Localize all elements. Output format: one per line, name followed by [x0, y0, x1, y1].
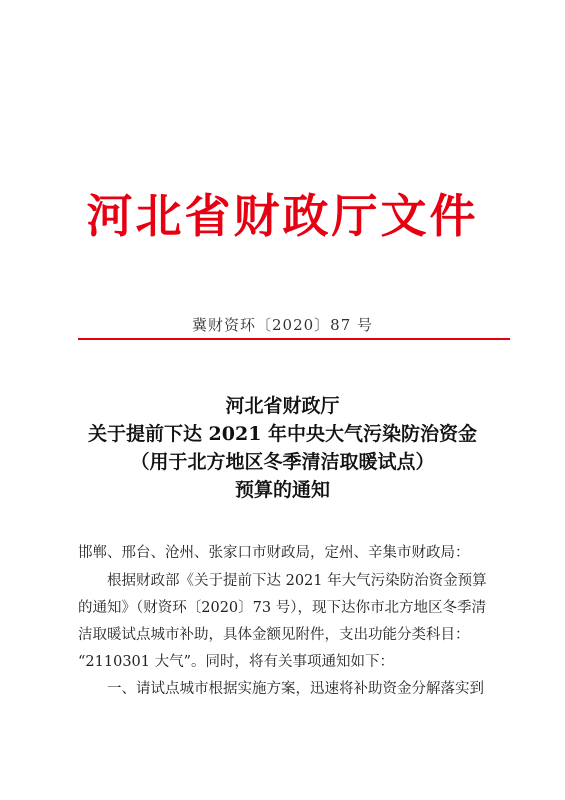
document-number: 冀财资环〔2020〕87 号 — [191, 316, 374, 334]
title-line-purpose: （用于北方地区冬季清洁取暖试点） — [130, 451, 435, 473]
body-line: 的通知》（财资环〔2020〕73 号），现下达你市北方地区冬季清 — [78, 600, 486, 616]
body-line: 根据财政部《关于提前下达 2021 年大气污染防治资金预算 — [107, 573, 487, 589]
title-line-subject: 关于提前下达 2021 年中央大气污染防治资金 — [87, 423, 478, 445]
title-line-agency: 河北省财政厅 — [225, 395, 340, 417]
addressee-line: 邯郸、邢台、沧州、张家口市财政局，定州、辛集市财政局： — [78, 545, 470, 561]
notice-title — [0, 392, 565, 504]
body-paragraphs — [78, 568, 518, 703]
red-divider-line — [78, 338, 510, 340]
body-line: “2110301 大气”。同时，将有关事项通知如下： — [78, 654, 395, 670]
body-line: 洁取暖试点城市补助，具体金额见附件，支出功能分类科目： — [78, 627, 470, 643]
title-line-notice: 预算的通知 — [234, 479, 330, 501]
agency-header-title: 河北省财政厅文件 — [86, 189, 479, 243]
body-line: 一、请试点城市根据实施方案，迅速将补助资金分解落实到 — [107, 681, 484, 697]
